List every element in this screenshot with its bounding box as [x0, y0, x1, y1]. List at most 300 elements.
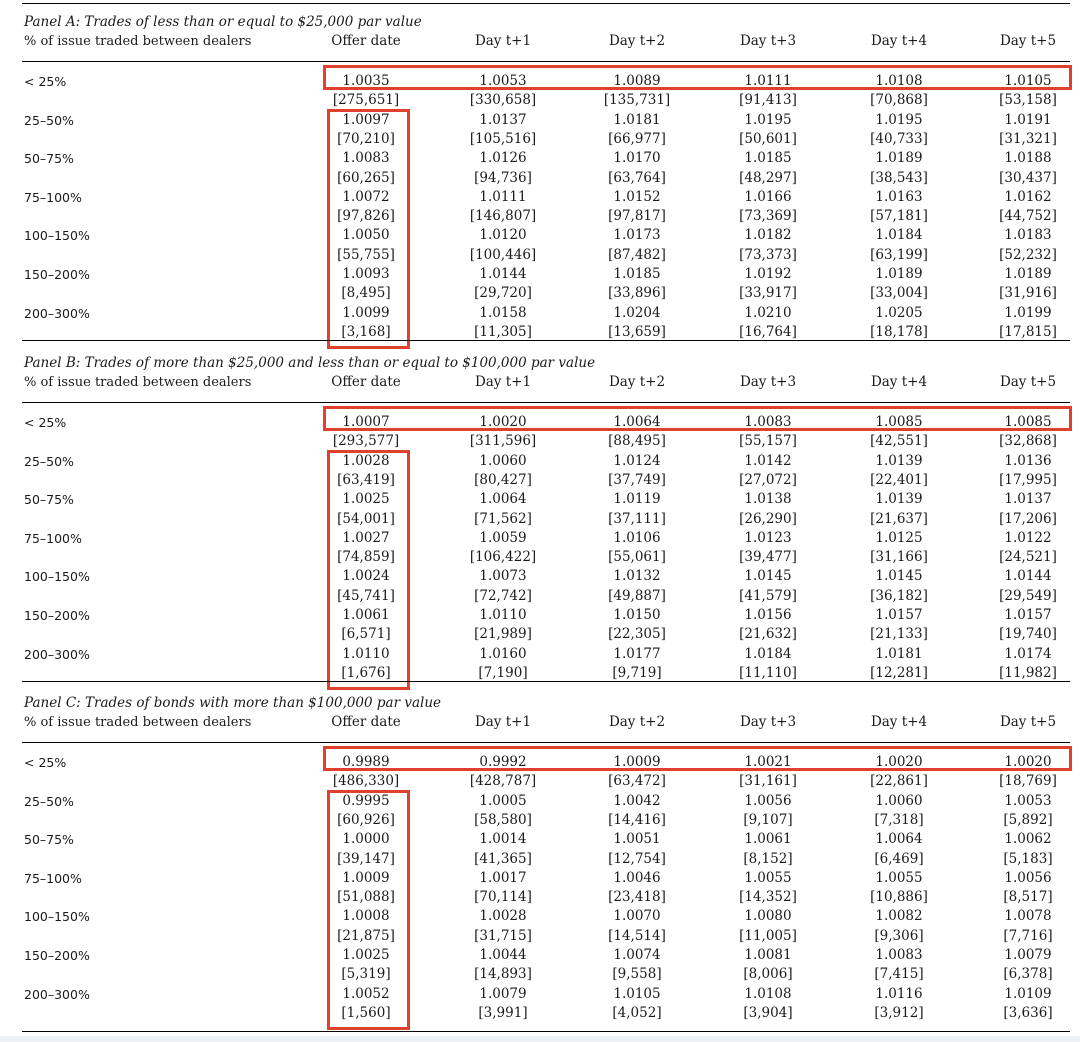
count-value: [293,577]: [332, 433, 400, 450]
row-label: 50–75%: [24, 492, 74, 508]
table-row: [0, 111, 1080, 130]
ratio-value: 1.0053: [1004, 792, 1052, 809]
column-header-d3: Day t+3: [739, 374, 797, 390]
ratio-value: 1.0083: [342, 150, 390, 167]
count-value: [3,168]: [341, 323, 391, 340]
bottom-rule: [22, 1031, 1070, 1032]
ratio-value: 1.0163: [875, 188, 923, 205]
count-value: [6,571]: [341, 626, 391, 643]
count-value: [55,061]: [608, 549, 666, 566]
ratio-value: 1.0111: [479, 188, 527, 205]
ratio-value: 1.0099: [342, 304, 390, 321]
ratio-value: 1.0064: [479, 491, 527, 508]
column-header-d4: Day t+4: [870, 33, 928, 49]
table-row: [0, 413, 1080, 432]
ratio-value: 1.0000: [342, 831, 390, 848]
count-value: [22,305]: [608, 626, 666, 643]
table-row-counts: [0, 130, 1080, 149]
ratio-value: 1.0089: [613, 73, 661, 89]
ratio-value: 1.0162: [1004, 188, 1052, 205]
ratio-value: 1.0177: [613, 645, 661, 662]
count-value: [27,072]: [739, 471, 797, 488]
ratio-value: 1.0174: [1004, 645, 1052, 662]
column-header-d1: Day t+1: [474, 714, 532, 730]
count-value: [146,807]: [469, 208, 537, 225]
count-value: [23,418]: [608, 889, 666, 906]
table-row: [0, 869, 1080, 888]
row-label: 50–75%: [24, 151, 74, 167]
count-value: [9,306]: [874, 927, 924, 944]
count-value: [21,632]: [739, 626, 797, 643]
ratio-value: 0.9995: [342, 792, 390, 809]
row-label: 150–200%: [24, 608, 90, 623]
column-header-offer: Offer date: [331, 374, 401, 390]
ratio-value: 1.0181: [875, 645, 923, 662]
ratio-value: 1.0051: [613, 831, 661, 848]
count-value: [428,787]: [469, 773, 537, 790]
row-label: 25–50%: [24, 453, 74, 469]
viewer-bottom-bar: [0, 1036, 1080, 1042]
header-rule: [22, 402, 1070, 403]
ratio-value: 1.0028: [479, 908, 527, 925]
ratio-value: 1.0009: [613, 754, 661, 770]
count-value: [48,297]: [739, 169, 797, 186]
count-value: [18,178]: [870, 323, 928, 340]
count-value: [50,601]: [739, 130, 797, 147]
ratio-value: 1.0170: [613, 150, 661, 167]
count-value: [11,305]: [474, 323, 532, 340]
count-value: [38,543]: [870, 169, 928, 186]
ratio-value: 1.0173: [613, 227, 661, 244]
table-row-counts: [0, 1004, 1080, 1023]
count-value: [7,415]: [874, 966, 924, 983]
column-header-d2: Day t+2: [608, 33, 666, 49]
ratio-value: 1.0074: [613, 947, 661, 963]
ratio-value: 0.9989: [342, 754, 390, 770]
count-value: [24,521]: [999, 549, 1057, 566]
count-value: [106,422]: [469, 549, 537, 566]
count-value: [1,676]: [341, 664, 391, 681]
count-value: [72,742]: [474, 587, 532, 604]
count-value: [37,749]: [608, 471, 666, 488]
table-row: [0, 490, 1080, 509]
count-value: [275,651]: [332, 92, 400, 109]
ratio-value: 1.0007: [342, 414, 390, 430]
column-header-d5: Day t+5: [999, 374, 1057, 390]
table-row: [0, 792, 1080, 811]
table-row-counts: [0, 811, 1080, 830]
table-row-counts: [0, 965, 1080, 984]
ratio-value: 1.0055: [744, 869, 792, 886]
ratio-value: 1.0124: [613, 452, 661, 469]
table-row: [0, 226, 1080, 245]
ratio-value: 1.0021: [744, 754, 792, 770]
ratio-value: 1.0119: [613, 491, 661, 508]
row-label: < 25%: [24, 755, 67, 770]
count-value: [71,562]: [474, 510, 532, 527]
count-value: [26,290]: [739, 510, 797, 527]
table-row: [0, 985, 1080, 1004]
panel-title: Panel A: Trades of less than or equal to $25,000 par value: [24, 14, 422, 30]
ratio-value: 1.0136: [1004, 452, 1052, 469]
column-header-d4: Day t+4: [870, 374, 928, 390]
count-value: [14,893]: [474, 966, 532, 983]
ratio-value: 1.0059: [479, 529, 527, 546]
column-header-offer: Offer date: [331, 714, 401, 730]
count-value: [36,182]: [870, 587, 928, 604]
column-header-offer: Offer date: [331, 33, 401, 49]
count-value: [33,004]: [870, 285, 928, 302]
count-value: [31,715]: [474, 927, 532, 944]
row-label: 75–100%: [24, 870, 82, 886]
ratio-value: 1.0156: [744, 607, 792, 623]
table-row-counts: [0, 284, 1080, 303]
ratio-value: 1.0182: [744, 227, 792, 244]
table-row-counts: [0, 169, 1080, 188]
count-value: [6,378]: [1003, 966, 1053, 983]
row-header-label: % of issue traded between dealers: [24, 715, 252, 730]
count-value: [3,912]: [874, 1004, 924, 1021]
ratio-value: 1.0020: [479, 414, 527, 430]
count-value: [9,719]: [612, 664, 662, 681]
ratio-value: 1.0145: [744, 568, 792, 585]
ratio-value: 1.0120: [479, 227, 527, 244]
table-row: [0, 304, 1080, 323]
count-value: [7,318]: [874, 811, 924, 828]
count-value: [31,916]: [999, 285, 1057, 302]
count-value: [57,181]: [870, 208, 928, 225]
ratio-value: 1.0108: [744, 985, 792, 1002]
ratio-value: 1.0185: [744, 150, 792, 167]
ratio-value: 1.0139: [875, 452, 923, 469]
count-value: [100,446]: [469, 246, 537, 263]
panel-bottom-rule: [22, 681, 1070, 682]
table-row: [0, 946, 1080, 965]
row-label: 150–200%: [24, 948, 90, 963]
row-label: 100–150%: [24, 569, 90, 585]
ratio-value: 1.0137: [479, 111, 527, 128]
ratio-value: 1.0181: [613, 111, 661, 128]
ratio-value: 1.0108: [875, 73, 923, 89]
count-value: [63,199]: [870, 246, 928, 263]
count-value: [94,736]: [474, 169, 532, 186]
count-value: [33,917]: [739, 285, 797, 302]
ratio-value: 1.0072: [342, 188, 390, 205]
table-row: [0, 567, 1080, 586]
table-row-counts: [0, 207, 1080, 226]
count-value: [33,896]: [608, 285, 666, 302]
count-value: [17,815]: [999, 323, 1057, 340]
count-value: [41,365]: [474, 850, 532, 867]
ratio-value: 1.0150: [613, 607, 661, 623]
count-value: [37,111]: [608, 510, 666, 527]
ratio-value: 1.0105: [613, 985, 661, 1002]
ratio-value: 1.0125: [875, 529, 923, 546]
table-row: [0, 188, 1080, 207]
count-value: [39,477]: [739, 549, 797, 566]
column-header-d2: Day t+2: [608, 374, 666, 390]
row-label: 25–50%: [24, 112, 74, 128]
count-value: [11,005]: [739, 927, 797, 944]
ratio-value: 1.0085: [1004, 414, 1052, 430]
count-value: [63,472]: [608, 773, 666, 790]
ratio-value: 1.0056: [1004, 869, 1052, 886]
ratio-value: 1.0204: [613, 304, 661, 321]
row-label: < 25%: [24, 415, 67, 430]
ratio-value: 1.0106: [613, 529, 661, 546]
ratio-value: 1.0210: [744, 304, 792, 321]
ratio-value: 1.0123: [744, 529, 792, 546]
count-value: [97,826]: [337, 208, 395, 225]
table-row-counts: [0, 246, 1080, 265]
ratio-value: 1.0144: [1004, 568, 1052, 585]
ratio-value: 1.0020: [1004, 754, 1052, 770]
count-value: [66,977]: [608, 130, 666, 147]
column-header-d4: Day t+4: [870, 714, 928, 730]
ratio-value: 1.0183: [1004, 227, 1052, 244]
table-row-counts: [0, 432, 1080, 451]
ratio-value: 1.0025: [342, 947, 390, 963]
count-value: [55,157]: [739, 433, 797, 450]
ratio-value: 1.0078: [1004, 908, 1052, 925]
count-value: [5,319]: [341, 966, 391, 983]
ratio-value: 1.0189: [1004, 266, 1052, 282]
ratio-value: 1.0195: [744, 111, 792, 128]
ratio-value: 1.0035: [342, 73, 390, 89]
count-value: [88,495]: [608, 433, 666, 450]
table-row-counts: [0, 510, 1080, 529]
table-row-counts: [0, 323, 1080, 342]
ratio-value: 1.0061: [342, 607, 390, 623]
ratio-value: 1.0138: [744, 491, 792, 508]
table-row-counts: [0, 850, 1080, 869]
count-value: [17,995]: [999, 471, 1057, 488]
ratio-value: 1.0053: [479, 73, 527, 89]
count-value: [3,636]: [1003, 1004, 1053, 1021]
count-value: [42,551]: [870, 433, 928, 450]
ratio-value: 1.0157: [1004, 607, 1052, 623]
ratio-value: 1.0166: [744, 188, 792, 205]
ratio-value: 1.0191: [1004, 111, 1052, 128]
table-row-counts: [0, 772, 1080, 791]
count-value: [73,373]: [739, 246, 797, 263]
ratio-value: 1.0093: [342, 266, 390, 282]
table-row: [0, 72, 1080, 91]
count-value: [32,868]: [999, 433, 1057, 450]
count-value: [80,427]: [474, 471, 532, 488]
ratio-value: 1.0020: [875, 754, 923, 770]
ratio-value: 1.0157: [875, 607, 923, 623]
column-header-d5: Day t+5: [999, 714, 1057, 730]
count-value: [4,052]: [612, 1004, 662, 1021]
count-value: [53,158]: [999, 92, 1057, 109]
table-row: [0, 149, 1080, 168]
ratio-value: 1.0061: [744, 831, 792, 848]
count-value: [22,861]: [870, 773, 928, 790]
ratio-value: 1.0009: [342, 869, 390, 886]
row-label: 100–150%: [24, 909, 90, 925]
ratio-value: 1.0189: [875, 266, 923, 282]
count-value: [3,904]: [743, 1004, 793, 1021]
ratio-value: 1.0137: [1004, 491, 1052, 508]
table-row-counts: [0, 625, 1080, 644]
column-header-d1: Day t+1: [474, 374, 532, 390]
count-value: [91,413]: [739, 92, 797, 109]
row-label: 100–150%: [24, 228, 90, 244]
count-value: [14,416]: [608, 811, 666, 828]
panel-bottom-rule: [22, 340, 1070, 341]
row-label: < 25%: [24, 74, 67, 89]
table-row: [0, 265, 1080, 284]
ratio-value: 1.0073: [479, 568, 527, 585]
ratio-value: 1.0025: [342, 491, 390, 508]
table-row: [0, 907, 1080, 926]
header-rule: [22, 61, 1070, 62]
count-value: [22,401]: [870, 471, 928, 488]
count-value: [8,517]: [1003, 889, 1053, 906]
ratio-value: 1.0109: [1004, 985, 1052, 1002]
count-value: [29,549]: [999, 587, 1057, 604]
table-row-counts: [0, 587, 1080, 606]
row-label: 200–300%: [24, 305, 90, 321]
ratio-value: 1.0145: [875, 568, 923, 585]
column-header-d5: Day t+5: [999, 33, 1057, 49]
count-value: [16,764]: [739, 323, 797, 340]
ratio-value: 1.0158: [479, 304, 527, 321]
count-value: [74,859]: [337, 549, 395, 566]
count-value: [8,152]: [743, 850, 793, 867]
row-label: 200–300%: [24, 646, 90, 662]
count-value: [105,516]: [469, 130, 537, 147]
count-value: [17,206]: [999, 510, 1057, 527]
ratio-value: 1.0080: [744, 908, 792, 925]
row-label: 150–200%: [24, 267, 90, 282]
count-value: [14,352]: [739, 889, 797, 906]
table-row-counts: [0, 927, 1080, 946]
count-value: [39,147]: [337, 850, 395, 867]
top-rule: [22, 3, 1070, 4]
ratio-value: 1.0139: [875, 491, 923, 508]
ratio-value: 1.0024: [342, 568, 390, 585]
count-value: [41,579]: [739, 587, 797, 604]
table-row-counts: [0, 91, 1080, 110]
ratio-value: 1.0082: [875, 908, 923, 925]
ratio-value: 1.0060: [479, 452, 527, 469]
ratio-value: 1.0014: [479, 831, 527, 848]
ratio-value: 1.0195: [875, 111, 923, 128]
ratio-value: 1.0064: [875, 831, 923, 848]
ratio-value: 1.0081: [744, 947, 792, 963]
table-row: [0, 606, 1080, 625]
table-row-counts: [0, 888, 1080, 907]
count-value: [135,731]: [603, 92, 671, 109]
count-value: [29,720]: [474, 285, 532, 302]
ratio-value: 1.0046: [613, 869, 661, 886]
ratio-value: 1.0056: [744, 792, 792, 809]
ratio-value: 1.0085: [875, 414, 923, 430]
count-value: [9,558]: [612, 966, 662, 983]
count-value: [5,183]: [1003, 850, 1053, 867]
ratio-value: 1.0060: [875, 792, 923, 809]
ratio-value: 1.0055: [875, 869, 923, 886]
ratio-value: 1.0017: [479, 869, 527, 886]
count-value: [21,133]: [870, 626, 928, 643]
count-value: [97,817]: [608, 208, 666, 225]
count-value: [13,659]: [608, 323, 666, 340]
ratio-value: 1.0064: [613, 414, 661, 430]
ratio-value: 1.0142: [744, 452, 792, 469]
count-value: [31,321]: [999, 130, 1057, 147]
ratio-value: 1.0189: [875, 150, 923, 167]
count-value: [5,892]: [1003, 811, 1053, 828]
ratio-value: 1.0008: [342, 908, 390, 925]
count-value: [18,769]: [999, 773, 1057, 790]
ratio-value: 1.0192: [744, 266, 792, 282]
count-value: [6,469]: [874, 850, 924, 867]
count-value: [9,107]: [743, 811, 793, 828]
count-value: [58,580]: [474, 811, 532, 828]
row-header-label: % of issue traded between dealers: [24, 375, 252, 390]
count-value: [31,161]: [739, 773, 797, 790]
count-value: [49,887]: [608, 587, 666, 604]
table-row: [0, 529, 1080, 548]
row-label: 50–75%: [24, 832, 74, 848]
ratio-value: 1.0110: [342, 645, 390, 662]
ratio-value: 1.0122: [1004, 529, 1052, 546]
ratio-value: 1.0152: [613, 188, 661, 205]
ratio-value: 1.0184: [875, 227, 923, 244]
count-value: [70,210]: [337, 130, 395, 147]
ratio-value: 1.0111: [744, 73, 792, 89]
count-value: [51,088]: [337, 889, 395, 906]
column-header-d2: Day t+2: [608, 714, 666, 730]
count-value: [31,166]: [870, 549, 928, 566]
count-value: [14,514]: [608, 927, 666, 944]
column-header-row: [0, 32, 1080, 51]
column-header-row: [0, 373, 1080, 392]
table-row: [0, 830, 1080, 849]
table-row-counts: [0, 548, 1080, 567]
ratio-value: 1.0050: [342, 227, 390, 244]
count-value: [7,190]: [478, 664, 528, 681]
ratio-value: 1.0052: [342, 985, 390, 1002]
count-value: [3,991]: [478, 1004, 528, 1021]
ratio-value: 1.0044: [479, 947, 527, 963]
count-value: [63,764]: [608, 169, 666, 186]
ratio-value: 1.0083: [744, 414, 792, 430]
ratio-value: 1.0116: [875, 985, 923, 1002]
ratio-value: 1.0079: [479, 985, 527, 1002]
row-label: 200–300%: [24, 986, 90, 1002]
count-value: [21,637]: [870, 510, 928, 527]
count-value: [70,114]: [474, 889, 532, 906]
column-header-d1: Day t+1: [474, 33, 532, 49]
table-row: [0, 645, 1080, 664]
count-value: [11,110]: [739, 664, 797, 681]
table-row-counts: [0, 664, 1080, 683]
column-header-d3: Day t+3: [739, 714, 797, 730]
ratio-value: 1.0188: [1004, 150, 1052, 167]
ratio-value: 1.0144: [479, 266, 527, 282]
count-value: [8,495]: [341, 285, 391, 302]
table-row: [0, 452, 1080, 471]
ratio-value: 1.0027: [342, 529, 390, 546]
count-value: [40,733]: [870, 130, 928, 147]
count-value: [10,886]: [870, 889, 928, 906]
ratio-value: 1.0184: [744, 645, 792, 662]
count-value: [21,989]: [474, 626, 532, 643]
count-value: [21,875]: [337, 927, 395, 944]
